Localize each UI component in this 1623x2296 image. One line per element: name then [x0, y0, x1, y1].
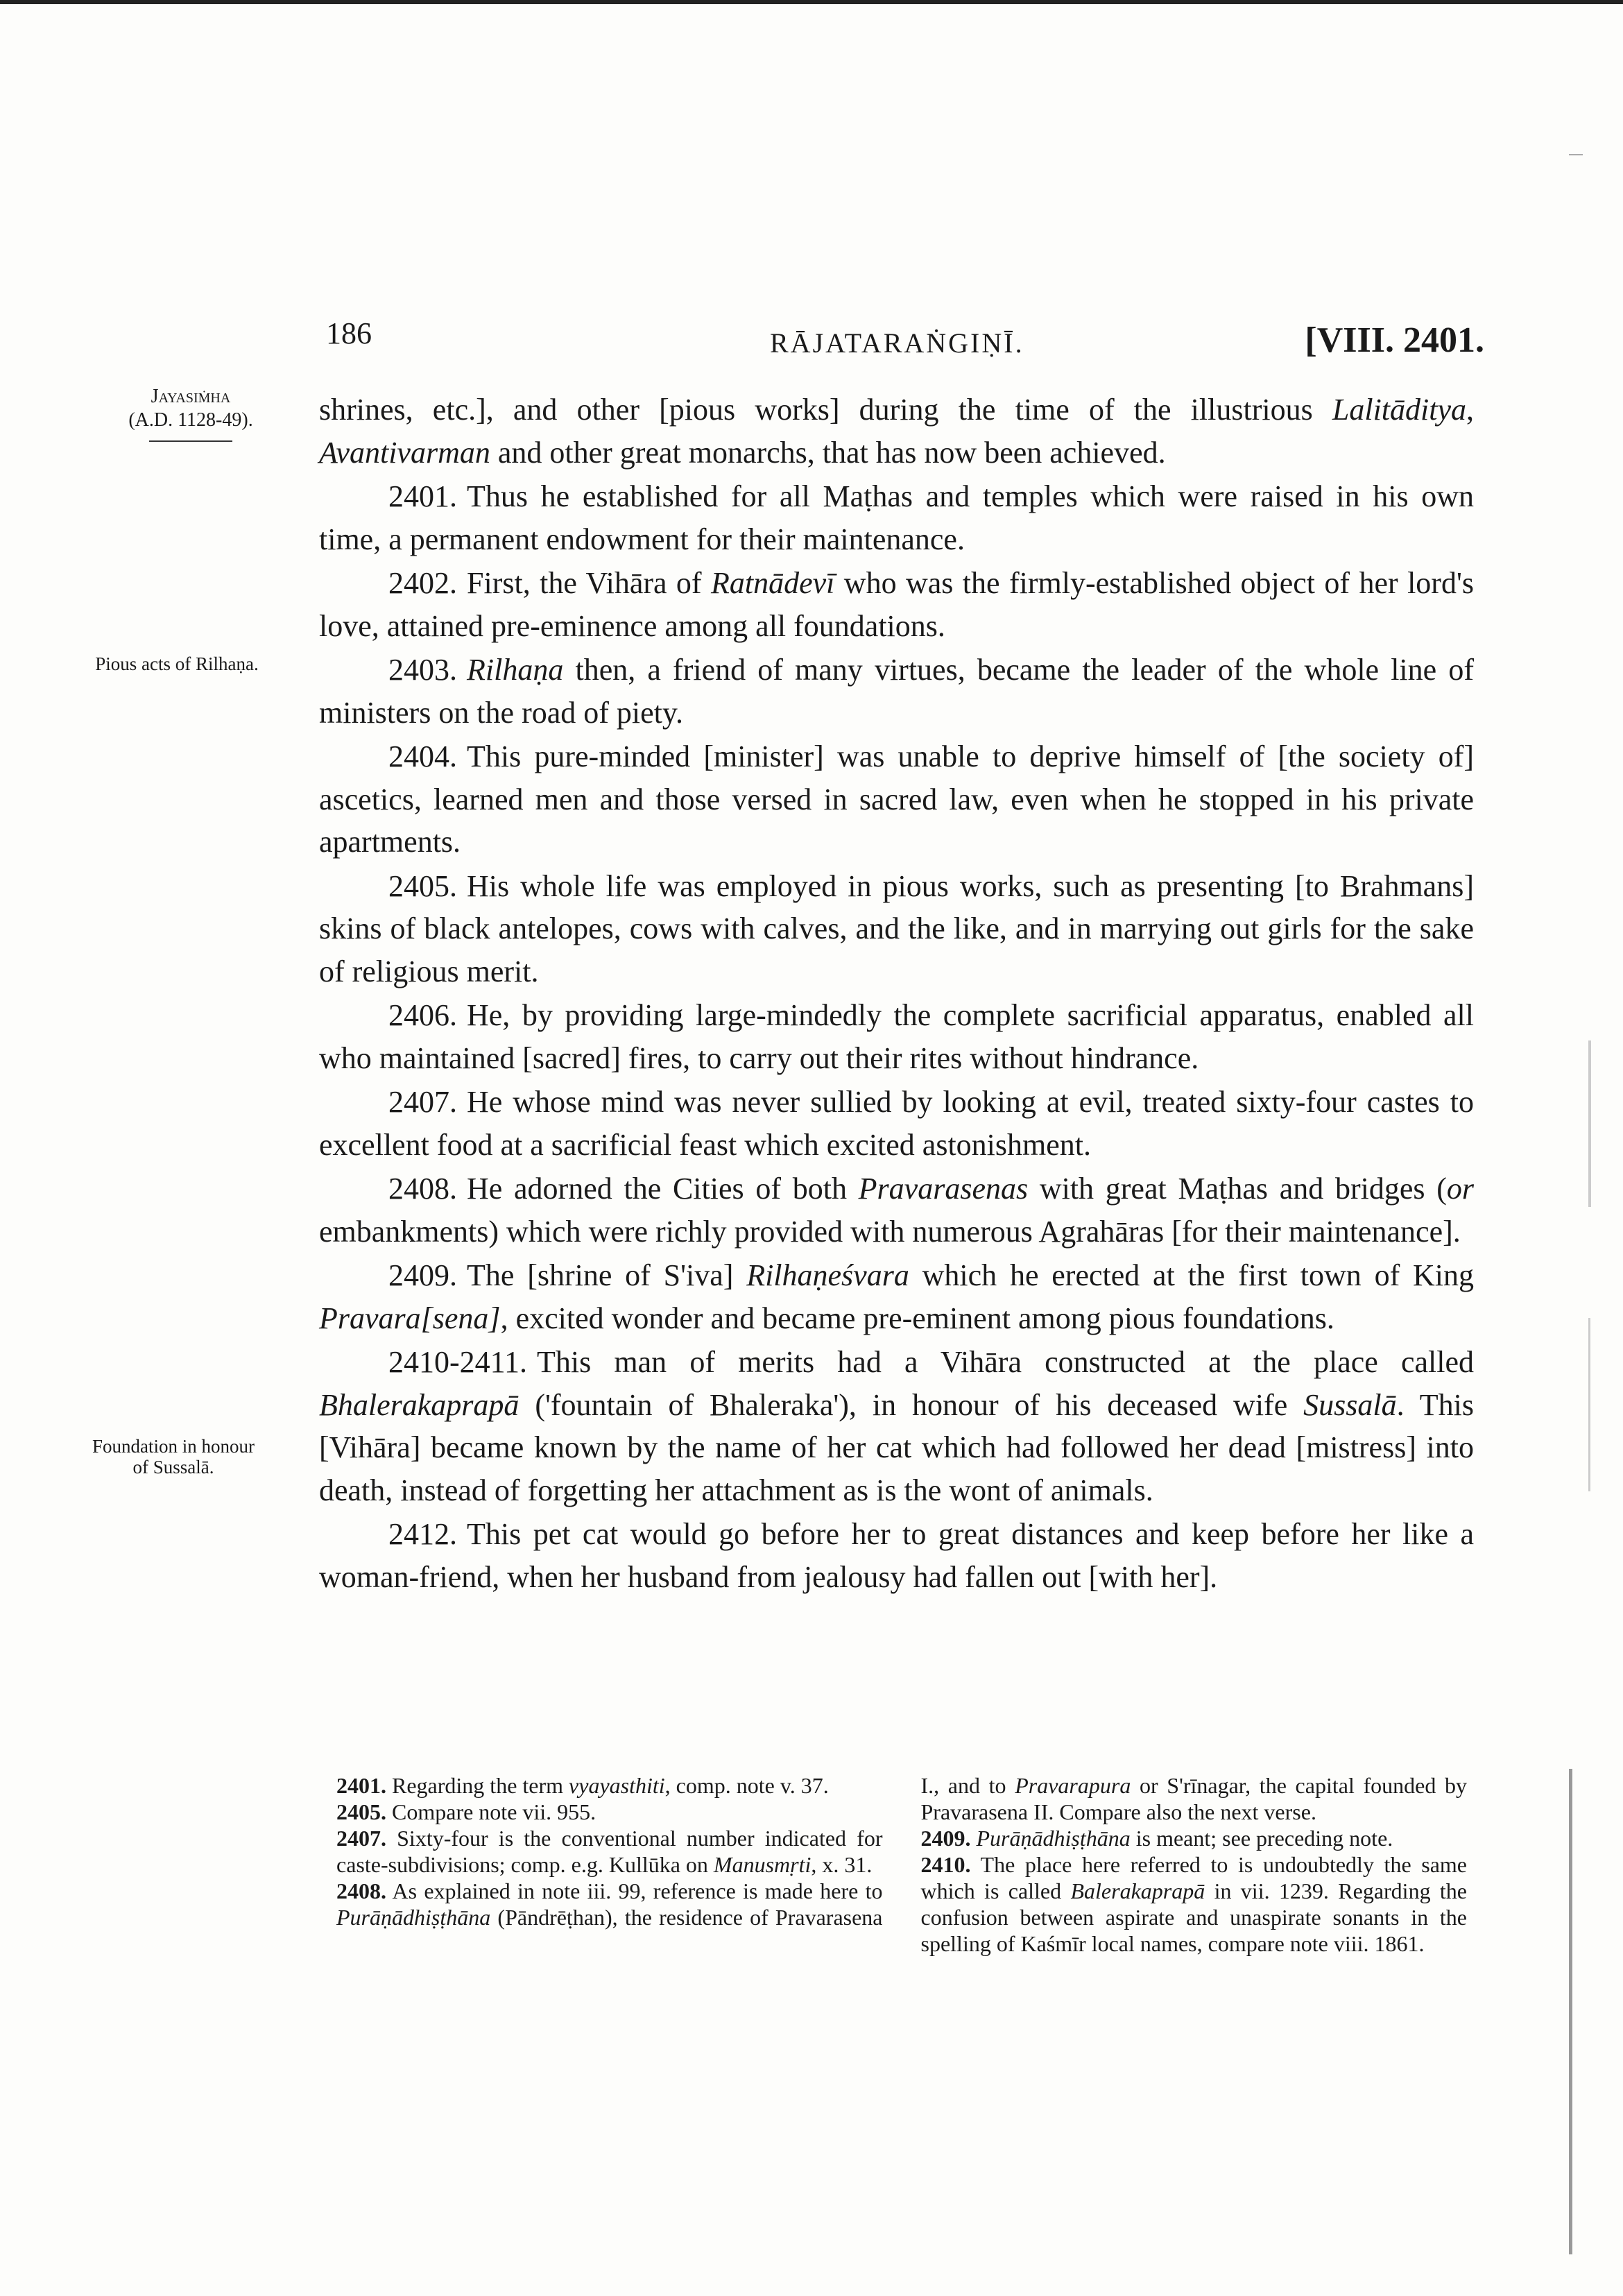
- margin-foundation-line2: of Sussalā.: [132, 1457, 214, 1477]
- text-run: and other great monarchs, that has now been achieved.: [490, 435, 1166, 470]
- page-header: [326, 316, 1484, 364]
- italic-term: Pravarapura: [1015, 1773, 1131, 1798]
- verse-2409: [319, 1254, 1474, 1339]
- margin-rule: [149, 440, 232, 442]
- text-run: shrines, etc.], and other [pious works] during the time of the illustrious: [319, 393, 1332, 427]
- text-run: which he erected at the first town of King: [909, 1258, 1475, 1292]
- verse-2404: [319, 735, 1474, 864]
- verse-2412: [319, 1513, 1474, 1598]
- verse-number: 2405.: [388, 868, 457, 903]
- verse-number: 2410-2411.: [388, 1345, 528, 1379]
- verse-2403: [319, 649, 1474, 734]
- scan-top-edge: [0, 0, 1623, 4]
- footnote-number: 2408.: [336, 1878, 386, 1903]
- footnote-number: 2401.: [336, 1773, 386, 1798]
- footnote-number: 2405.: [336, 1799, 386, 1824]
- text-run: who was the firmly-established object of her lord's love, attained pre-eminence among all foundations.: [319, 566, 1474, 643]
- footnote-2410: [921, 1851, 1468, 1957]
- text-run: or S'rīnagar, the capital founded by Pravarasena II. Compare also the next verse.: [920, 1773, 1468, 1824]
- text-run: The place here referred to is undoubtedly the same which is called: [920, 1852, 1467, 1903]
- text-run: He whose mind was never sullied by looking at evil, treated sixty-four castes to excellent food at a sacrificial feast which excited astonishment.: [319, 1085, 1474, 1162]
- text-run: This pet cat would go before her to great distances and keep before her like a woman-friend, when her husband from jealousy had fallen out [with her].: [319, 1517, 1474, 1594]
- margin-reign-dates: (A.D. 1128-49).: [128, 409, 253, 431]
- verse-2406: [319, 994, 1474, 1079]
- italic-name: Lalitāditya: [1332, 393, 1466, 427]
- verse-number: 2406.: [388, 998, 457, 1032]
- scan-edge-noise: [1588, 1318, 1590, 1491]
- text-run: This pure-minded [minister] was unable to deprive himself of [the society of] ascetics, learned men and those versed in sacred law, even when he stopped in his private apartments.: [319, 739, 1474, 859]
- text-run: This man of merits had a Vihāra constructed at the place called: [537, 1345, 1474, 1379]
- footnote-number: 2409.: [920, 1826, 971, 1851]
- running-title: RĀJATARAṄGIṆĪ.: [770, 327, 1024, 359]
- text-run: , comp. note v. 37.: [664, 1773, 829, 1798]
- text-run: . This [Vihāra] became known by the name of her cat which had followed her dead [mistress] into death, instead of forgetting her attachment as is the wont of animals.: [319, 1387, 1474, 1507]
- text-run: (Pāndrēṭhan), the residence of Pravarasena I., and to: [490, 1773, 1015, 1930]
- footnote-number: 2407.: [336, 1826, 386, 1851]
- footnote-2405: [336, 1799, 883, 1825]
- verse-number: 2407.: [388, 1085, 457, 1119]
- italic-name: Pravara[sena]: [319, 1301, 501, 1335]
- italic-term: Purāṇādhiṣṭhāna: [976, 1826, 1131, 1851]
- text-run: Compare note vii. 955.: [386, 1799, 596, 1824]
- italic-name: Bhalerakaprapā: [319, 1387, 519, 1422]
- verse-number: 2408.: [388, 1172, 457, 1206]
- verse-2408: [319, 1167, 1474, 1253]
- text-run: Regarding the term: [386, 1773, 569, 1798]
- scan-edge-line: [1569, 1769, 1572, 2254]
- italic-term: Balerakaprapā: [1070, 1878, 1205, 1903]
- italic-word: or: [1446, 1172, 1474, 1206]
- footnote-2407: [336, 1825, 883, 1878]
- text-run: with great Maṭhas and bridges (: [1028, 1172, 1447, 1206]
- text-run: The [shrine of S'iva]: [467, 1258, 747, 1292]
- italic-term: Manusmṛti: [713, 1852, 812, 1877]
- italic-name: Pravarasenas: [858, 1172, 1029, 1206]
- verse-number: 2403.: [388, 653, 457, 687]
- italic-name: Rilhaṇa: [467, 653, 564, 687]
- verse-2410-2411: [319, 1341, 1474, 1511]
- text-run: He adorned the Cities of both: [467, 1172, 859, 1206]
- paragraph-continued: [319, 388, 1474, 474]
- italic-name: Rilhaṇeśvara: [746, 1258, 909, 1292]
- scan-edge-noise: [1588, 1040, 1591, 1207]
- text-run: First, the Vihāra of: [467, 566, 711, 600]
- margin-note-pious-acts: Pious acts of Rilhaṇa.: [95, 653, 259, 674]
- italic-name: Ratnādevī: [711, 566, 835, 600]
- italic-name: Avantivarman: [319, 435, 490, 470]
- verse-number: 2412.: [388, 1517, 457, 1551]
- text-run: is meant; see preceding note.: [1130, 1826, 1393, 1851]
- text-run: ,: [1466, 393, 1474, 427]
- text-run: then, a friend of many virtues, became the leader of the whole line of ministers on the road of piety.: [319, 653, 1474, 730]
- text-run: He, by providing large-mindedly the complete sacrificial apparatus, enabled all who maintained [sacred] fires, to carry out their rites without hindrance.: [319, 998, 1474, 1075]
- footnote-2401: [336, 1772, 883, 1799]
- text-run: , x. 31.: [811, 1852, 873, 1877]
- text-run: , excited wonder and became pre-eminent among pious foundations.: [500, 1301, 1334, 1335]
- verse-number: 2404.: [388, 739, 457, 773]
- margin-foundation-line1: Foundation in honour: [92, 1436, 255, 1457]
- italic-term: vyayasthiti: [569, 1773, 665, 1798]
- verse-2401: [319, 475, 1474, 560]
- verse-2405: [319, 865, 1474, 993]
- text-run: in vii. 1239. Regarding the confusion between aspirate and unaspirate sonants in the spelling of Kaśmīr local names, compare note viii. 1861.: [920, 1878, 1467, 1956]
- verse-number: 2402.: [388, 566, 457, 600]
- text-run: embankments) which were richly provided with numerous Agrahāras [for their maintenance].: [319, 1214, 1461, 1249]
- margin-reign-name: Jayasiṁha: [151, 386, 231, 407]
- footnotes: [336, 1772, 1467, 1957]
- margin-note-reign: [87, 385, 295, 442]
- text-run: Thus he established for all Maṭhas and temples which were raised in his own time, a permanent endowment for their maintenance.: [319, 479, 1474, 556]
- section-reference: [VIII. 2401.: [1305, 320, 1484, 360]
- page-number: 186: [326, 316, 372, 350]
- text-run: Sixty-four is the conventional number indicated for caste-subdivisions; comp. e.g. Kullūka on: [336, 1826, 883, 1877]
- italic-name: Sussalā: [1303, 1387, 1397, 1422]
- scan-mark: [1569, 154, 1583, 155]
- footnote-number: 2410.: [920, 1852, 971, 1877]
- margin-note-foundation: [59, 1436, 288, 1477]
- text-run: His whole life was employed in pious works, such as presenting [to Brahmans] skins of black antelopes, cows with calves, and the like, and in marrying out girls for the sake of religious merit.: [319, 868, 1474, 988]
- text-run: ('fountain of Bhaleraka'), in honour of his deceased wife: [519, 1387, 1304, 1422]
- main-text: [319, 388, 1474, 1598]
- italic-term: Purāṇādhiṣṭhāna: [336, 1905, 491, 1930]
- verse-2402: [319, 562, 1474, 647]
- verse-2407: [319, 1081, 1474, 1166]
- verse-number: 2401.: [388, 479, 457, 513]
- text-run: As explained in note iii. 99, reference is made here to: [386, 1878, 883, 1903]
- footnote-2409: [921, 1825, 1468, 1851]
- verse-number: 2409.: [388, 1258, 457, 1292]
